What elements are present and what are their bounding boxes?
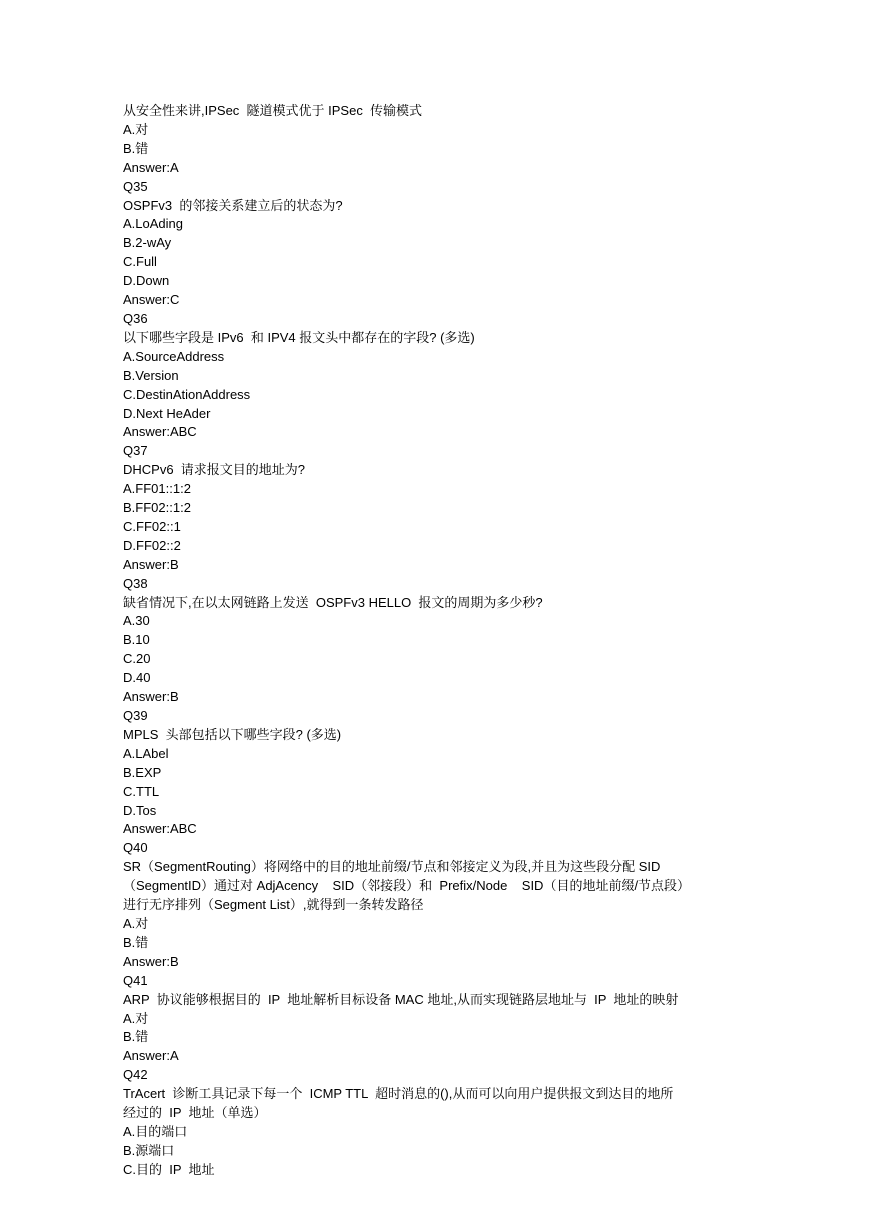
text-line: Q42	[123, 1067, 148, 1083]
text-line: C.Full	[123, 254, 157, 270]
text-line: A.30	[123, 613, 150, 629]
text-line: TrAcert 诊断工具记录下每一个 ICMP TTL 超时消息的(),从而可以向用户提供报文到达目的地所	[123, 1086, 674, 1102]
text-line: B.源端口	[123, 1142, 175, 1158]
text-line: B.2-wAy	[123, 235, 172, 251]
text-line: A.LoAding	[123, 216, 183, 232]
text-line: A.目的端口	[123, 1123, 188, 1139]
text-line: OSPFv3 的邻接关系建立后的状态为?	[123, 197, 343, 213]
text-line: B.错	[123, 1029, 149, 1045]
document-page	[123, 102, 773, 1180]
text-line: B.FF02::1:2	[123, 500, 191, 516]
text-line: Answer:B	[123, 689, 179, 705]
text-line: Q40	[123, 840, 148, 856]
text-line: DHCPv6 请求报文目的地址为?	[123, 462, 306, 478]
text-line: MPLS 头部包括以下哪些字段? (多选)	[123, 726, 342, 742]
text-line: Q36	[123, 310, 148, 326]
text-line: Q38	[123, 575, 148, 591]
text-line: D.FF02::2	[123, 537, 181, 553]
text-line: Q39	[123, 708, 148, 723]
text-line: A.对	[123, 915, 149, 931]
text-line: D.Down	[123, 273, 170, 289]
text-line: Answer:B	[123, 953, 179, 969]
text-line: B.10	[123, 632, 150, 648]
text-line: A.FF01::1:2	[123, 481, 191, 497]
text-line: C.TTL	[123, 783, 160, 799]
text-line: Q37	[123, 443, 148, 459]
text-line: D.Next HeAder	[123, 405, 211, 421]
text-line: ARP 协议能够根据目的 IP 地址解析目标设备 MAC 地址,从而实现链路层地址与 IP 地址的映射	[123, 991, 679, 1007]
text-line: C.目的 IP 地址	[123, 1161, 215, 1177]
text-line: 以下哪些字段是 IPv6 和 IPV4 报文头中都存在的字段? (多选)	[123, 329, 475, 345]
text-line: 从安全性来讲,IPSec 隧道模式优于 IPSec 传输模式	[123, 103, 423, 118]
text-line: Q35	[123, 178, 148, 194]
text-line: Answer:A	[123, 159, 179, 175]
text-line: D.40	[123, 670, 151, 686]
text-line: A.对	[123, 1010, 149, 1026]
text-line: C.FF02::1	[123, 518, 181, 534]
text-line: 缺省情况下,在以太网链路上发送 OSPFv3 HELLO 报文的周期为多少秒?	[123, 594, 543, 610]
text-line: SR（SegmentRouting）将网络中的目的地址前缀/节点和邻接定义为段,并且为这些段分配 SID	[123, 859, 661, 875]
text-line: B.错	[123, 934, 149, 950]
text-line: B.EXP	[123, 764, 162, 780]
text-line: Answer:C	[123, 292, 180, 308]
text-line: D.Tos	[123, 802, 157, 818]
text-line: Answer:ABC	[123, 821, 197, 837]
text-line: Answer:ABC	[123, 424, 197, 440]
text-line: A.LAbel	[123, 745, 169, 761]
text-line: A.SourceAddress	[123, 348, 225, 364]
text-line: Q41	[123, 972, 148, 988]
text-line: （SegmentID）通过对 AdjAcency SID（邻接段）和 Prefix/Node SID（目的地址前缀/节点段）	[123, 878, 691, 894]
text-line: A.对	[123, 121, 149, 137]
text-line: Answer:A	[123, 1048, 179, 1064]
text-line: Answer:B	[123, 556, 179, 572]
text-line: 进行无序排列（Segment List）,就得到一条转发路径	[123, 897, 424, 913]
text-line: C.20	[123, 651, 151, 667]
text-line: B.错	[123, 140, 149, 156]
text-line: 经过的 IP 地址（单选）	[123, 1105, 267, 1121]
text-line: B.Version	[123, 367, 179, 383]
text-line: C.DestinAtionAddress	[123, 386, 251, 402]
